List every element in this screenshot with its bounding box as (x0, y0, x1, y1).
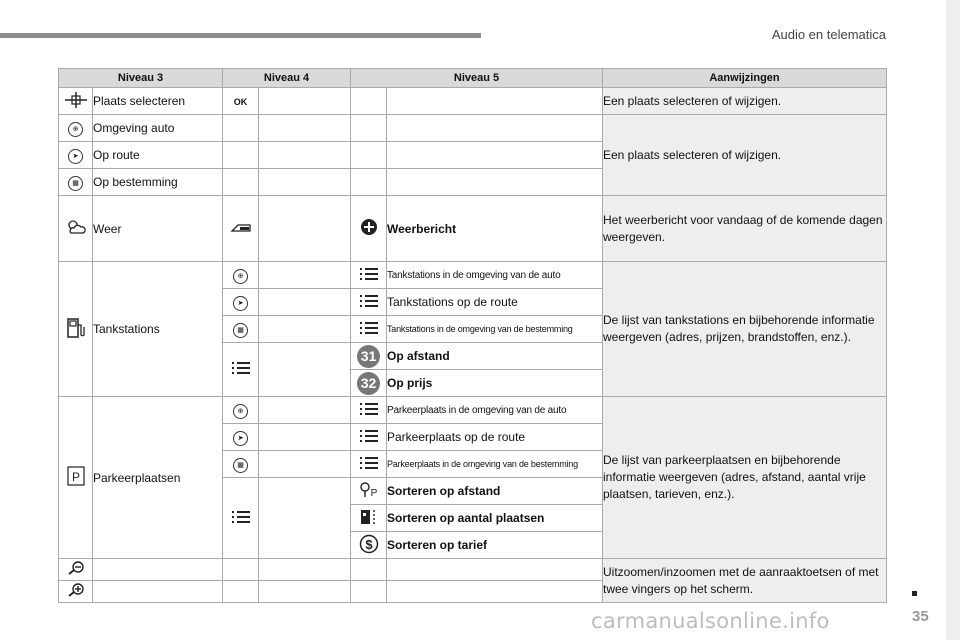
fuel-pump-icon (59, 262, 93, 397)
level3-op-route: Op route (93, 142, 223, 169)
menu-levels-table (58, 68, 887, 603)
level5-tank-op-prijs: Op prijs (387, 370, 603, 397)
list-icon (351, 289, 387, 316)
dollar-circle-icon (351, 532, 387, 559)
level5-park-sorteren-afstand: Sorteren op afstand (387, 478, 603, 505)
col-header-aanwijzingen: Aanwijzingen (603, 69, 887, 88)
level3-weer: Weer (93, 196, 223, 262)
list-icon (223, 478, 259, 559)
parking-icon (59, 397, 93, 559)
route-arrow-icon: ➤ (59, 142, 93, 169)
header-rule (0, 33, 481, 38)
level5-park-omgeving: Parkeerplaats in de omgeving van de auto (387, 397, 603, 424)
destination-flag-icon: ▦ (223, 451, 259, 478)
bullet-marker (912, 591, 917, 596)
route-arrow-icon: ➤ (223, 289, 259, 316)
sort-badge-31: 31 (351, 343, 387, 370)
ok-label: OK (233, 97, 248, 107)
col-header-niveau5: Niveau 5 (351, 69, 603, 88)
table-row (59, 115, 887, 142)
level5-weerbericht: Weerbericht (387, 196, 603, 262)
level3-tankstations: Tankstations (93, 262, 223, 397)
weather-cloud-sun-icon (59, 196, 93, 262)
level5-tank-bestemming: Tankstations in de omgeving van de bestemming (387, 316, 603, 343)
level5-tank-omgeving: Tankstations in de omgeving van de auto (387, 262, 603, 289)
hint-weer: Het weerbericht voor vandaag of de komende dagen weergeven. (603, 196, 887, 262)
page-section-title: Audio en telematica (771, 27, 886, 42)
svg-text:$: $ (364, 536, 373, 552)
hint-group-locations: Een plaats selecteren of wijzigen. (603, 115, 887, 196)
level5-park-sorteren-tarief: Sorteren op tarief (387, 532, 603, 559)
sort-badge-32: 32 (351, 370, 387, 397)
level3-plaats-selecteren: Plaats selecteren (93, 88, 223, 115)
table-row (59, 262, 887, 289)
route-arrow-icon: ➤ (223, 424, 259, 451)
table-row (59, 88, 887, 115)
hint-zoom: Uitzoomen/inzoomen met de aanraaktoetsen of met twee vingers op het scherm. (603, 559, 887, 603)
thermometer-icon (223, 196, 259, 262)
level5-tank-route: Tankstations op de route (387, 289, 603, 316)
list-icon (223, 343, 259, 397)
distance-pin-icon (351, 478, 387, 505)
level5-park-bestemming: Parkeerplaats in de omgeving van de bestemming (387, 451, 603, 478)
list-icon (351, 451, 387, 478)
list-icon (351, 424, 387, 451)
svg-text:P: P (71, 470, 80, 484)
list-icon (351, 397, 387, 424)
destination-flag-icon: ▦ (59, 169, 93, 196)
plus-circle-icon (351, 196, 387, 262)
side-margin-bar (946, 0, 960, 640)
watermark: carmanualsonline.info (591, 609, 830, 633)
level3-parkeerplaatsen: Parkeerplaatsen (93, 397, 223, 559)
table-header-row (59, 69, 887, 88)
zoom-out-icon (59, 559, 93, 581)
level3-omgeving-auto: Omgeving auto (93, 115, 223, 142)
col-header-niveau4: Niveau 4 (223, 69, 351, 88)
table-row (59, 397, 887, 424)
car-surroundings-icon: ⊕ (223, 262, 259, 289)
table-row (59, 559, 887, 581)
level5-park-route: Parkeerplaats op de route (387, 424, 603, 451)
destination-flag-icon: ▦ (223, 316, 259, 343)
hint-plaats-selecteren: Een plaats selecteren of wijzigen. (603, 88, 887, 115)
page-number: 35 (912, 608, 929, 625)
col-header-niveau3: Niveau 3 (59, 69, 223, 88)
crosshair-icon (59, 88, 93, 115)
zoom-in-icon (59, 581, 93, 603)
hint-tankstations: De lijst van tankstations en bijbehorende informatie weergeven (adres, prijzen, brandstoffen, enz.). (603, 262, 887, 397)
ok-button-icon (223, 88, 259, 115)
list-icon (351, 262, 387, 289)
svg-text:P: P (370, 487, 377, 499)
car-surroundings-icon: ⊕ (223, 397, 259, 424)
level5-tank-op-afstand: Op afstand (387, 343, 603, 370)
parking-spaces-icon (351, 505, 387, 532)
level5-park-sorteren-aantal: Sorteren op aantal plaatsen (387, 505, 603, 532)
level3-op-bestemming: Op bestemming (93, 169, 223, 196)
car-surroundings-icon: ⊕ (59, 115, 93, 142)
list-icon (351, 316, 387, 343)
hint-parkeerplaatsen: De lijst van parkeerplaatsen en bijbehorende informatie weergeven (adres, afstand, aantal vrije plaatsen, tarieven, enz.). (603, 397, 887, 559)
table-row (59, 196, 887, 262)
